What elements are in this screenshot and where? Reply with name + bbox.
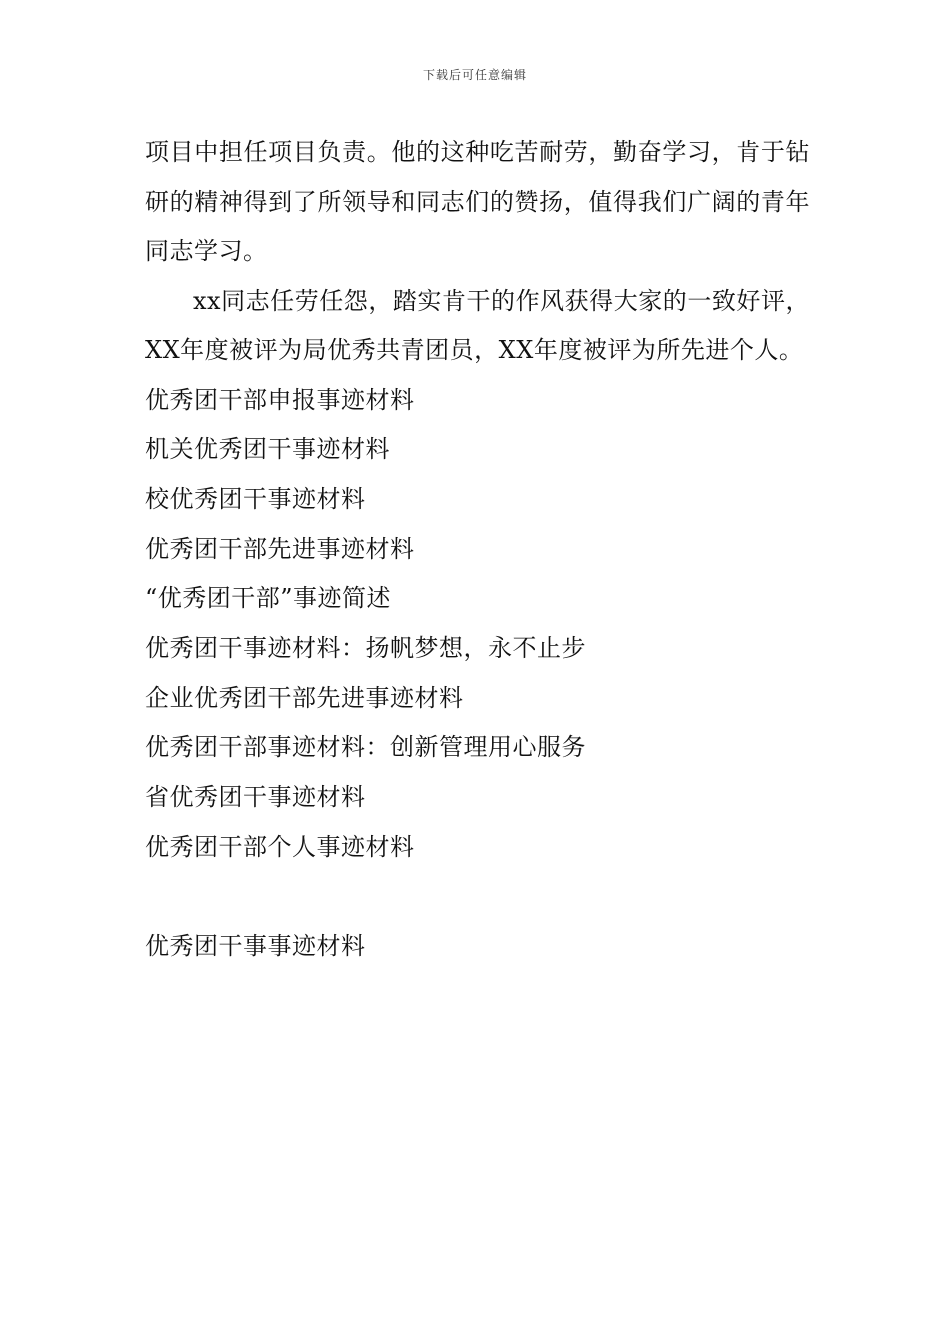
document-body: [145, 128, 810, 972]
related-title-link[interactable]: 优秀团干事迹材料：扬帆梦想，永不止步: [145, 633, 586, 662]
related-title-link[interactable]: 优秀团干部先进事迹材料: [145, 534, 415, 563]
related-title-link[interactable]: 优秀团干部申报事迹材料: [145, 385, 415, 414]
related-title-link[interactable]: 企业优秀团干部先进事迹材料: [145, 683, 464, 712]
next-section-list: [145, 922, 810, 972]
blank-line: [145, 872, 810, 922]
related-title-link[interactable]: 校优秀团干事迹材料: [145, 484, 366, 513]
related-titles-list: [145, 376, 810, 873]
page-header-note: 下载后可任意编辑: [422, 68, 527, 82]
body-paragraph: 项目中担任项目负责。他的这种吃苦耐劳，勤奋学习，肯于钻研的精神得到了所领导和同志们的赞扬，值得我们广阔的青年同志学习。: [145, 138, 810, 265]
related-title-link[interactable]: 优秀团干部事迹材料：创新管理用心服务: [145, 733, 586, 762]
next-section-title: 优秀团干事事迹材料: [145, 932, 366, 961]
related-title-link[interactable]: “优秀团干部”事迹简述: [145, 584, 392, 613]
related-title-link[interactable]: 优秀团干部个人事迹材料: [145, 832, 415, 861]
related-title-link[interactable]: 机关优秀团干事迹材料: [145, 435, 390, 464]
body-paragraph: xx同志任劳任怨，踏实肯干的作风获得大家的一致好评，XX年度被评为局优秀共青团员，XX年度被评为所先进个人。: [145, 286, 810, 364]
related-title-link[interactable]: 省优秀团干事迹材料: [145, 783, 366, 811]
